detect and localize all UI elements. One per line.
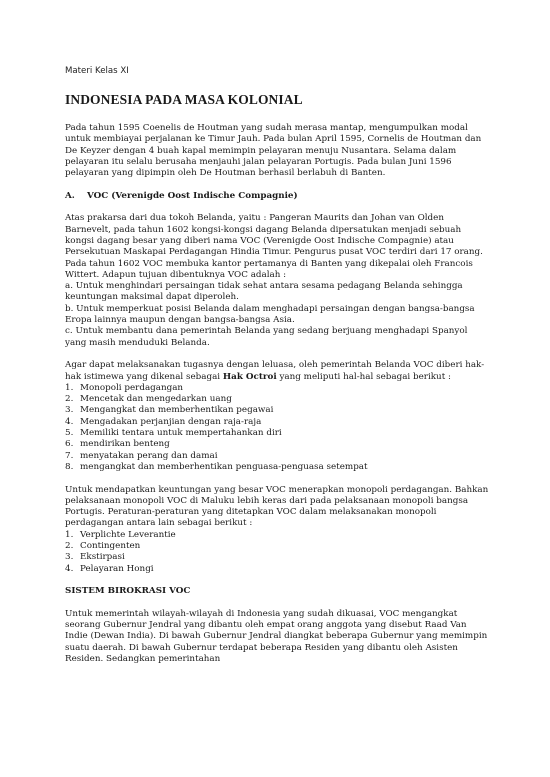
list-item: 4. Mengadakan perjanjian dengan raja-raja [65,416,262,427]
goal-item: b. Untuk memperkuat posisi Belanda dalam menghadapi persaingan dengan bangsa-bangsa Eropa lainnya maupun dengan bangsa-bangsa Asia. [65,303,475,326]
list-item: 2. Contingenten [65,540,141,551]
list-item: 5. Memiliki tentara untuk mempertahankan diri [65,428,282,439]
list-item: 6. mendirikan benteng [65,439,170,450]
section-a-number: A. [65,190,75,201]
list-item: 7. menyatakan perang dan damai [65,450,218,461]
intro-paragraph: Pada tahun 1595 Coenelis de Houtman yang sudah merasa mantap, mengumpulkan modal untuk membiayai perjalanan ke Timur Jauh. Pada bulan April 1595, Cornelis de Houtman dan De Keyzer dengan 4 buah kapal memimpin pelayaran menuju Nusantara. Selama dalam pelayaran itu selalu berusaha menjauhi jalan pelayaran Portugis. Pada bulan Juni 1596 pelayaran yang dipimpin oleh De Houtman berhasil berlabuh di Banten. [65,123,482,179]
octroi-intro: Agar dapat melaksanakan tugasnya dengan leluasa, oleh pemerintah Belanda VOC diberi hak-hak istimewa yang dikenal sebagai [65,360,485,382]
list-item: 1. Verplichte Leverantie [65,529,176,540]
document-body [65,123,491,677]
goal-item: c. Untuk membantu dana pemerintah Belanda yang sedang berjuang menghadapi Spanyol yang masih menduduki Belanda. [65,326,468,348]
list-item: 1. Monopoli perdagangan [65,382,184,393]
octroi-intro-end: yang meliputi hal-hal sebagai berikut : [276,371,451,382]
voc-paragraph: Atas prakarsa dari dua tokoh Belanda, yaitu : Pangeran Maurits dan Johan van Olden Barnevelt, pada tahun 1602 kongsi-kongsi dagang Belanda dipersatukan menjadi sebuah kongsi dagang besar yang diberi nama VOC (Verenigde Oost Indische Compagnie) atau Persekutuan Maskapai Perdagangan Hindia Timur. Pengurus pusat VOC terdiri dari 17 orang. Pada tahun 1602 VOC membuka kantor pertamanya di Banten yang dikepalai oleh Francois Wittert. Adapun tujuan dibentuknya VOC adalah : [65,213,483,280]
list-item: 4. Pelayaran Hongi [65,563,154,574]
goal-item: a. Untuk menghindari persaingan tidak sehat antara sesama pedagang Belanda sehingga keuntungan maksimal dapat diperoleh. [65,281,463,303]
birokrasi-paragraph: Untuk memerintah wilayah-wilayah di Indonesia yang sudah dikuasai, VOC mengangkat seorang Gubernur Jendral yang dibantu oleh empat orang anggota yang disebut Raad Van Indie (Dewan India). Di bawah Gubernur Jendral diangkat beberapa Gubernur yang memimpin suatu daerah. Di bawah Gubernur terdapat beberapa Residen yang dibantu oleh Asisten Residen. Sedangkan pemerintahan [65,608,488,664]
rules-list [65,530,491,575]
list-item: 8. mengangkat dan memberhentikan penguasa-penguasa setempat [65,461,368,472]
octroi-term: Hak Octroi [222,371,277,382]
section-a-heading [65,191,491,202]
list-item: 3. Ekstirpasi [65,552,125,563]
section-b-heading: SISTEM BIROKRASI VOC [65,586,191,597]
section-a-title: VOC (Verenigde Oost Indische Compagnie) [87,190,298,201]
monopoli-paragraph: Untuk mendapatkan keuntungan yang besar VOC menerapkan monopoli perdagangan. Bahkan pelaksanaan monopoli VOC di Maluku lebih keras dari pada pelaksanaan monopoli bangsa Portugis. Peraturan-peraturan yang ditetapkan VOC dalam melaksanakan monopoli perdagangan antara lain sebagai berikut : [65,484,489,529]
list-item: 3. Mengangkat dan memberhentikan pegawai [65,405,274,416]
octroi-paragraph [65,360,491,383]
page-header: Materi Kelas XI [65,66,129,76]
document-title: INDONESIA PADA MASA KOLONIAL [65,92,303,107]
octroi-list [65,383,491,473]
list-item: 2. Mencetak dan mengedarkan uang [65,394,232,405]
